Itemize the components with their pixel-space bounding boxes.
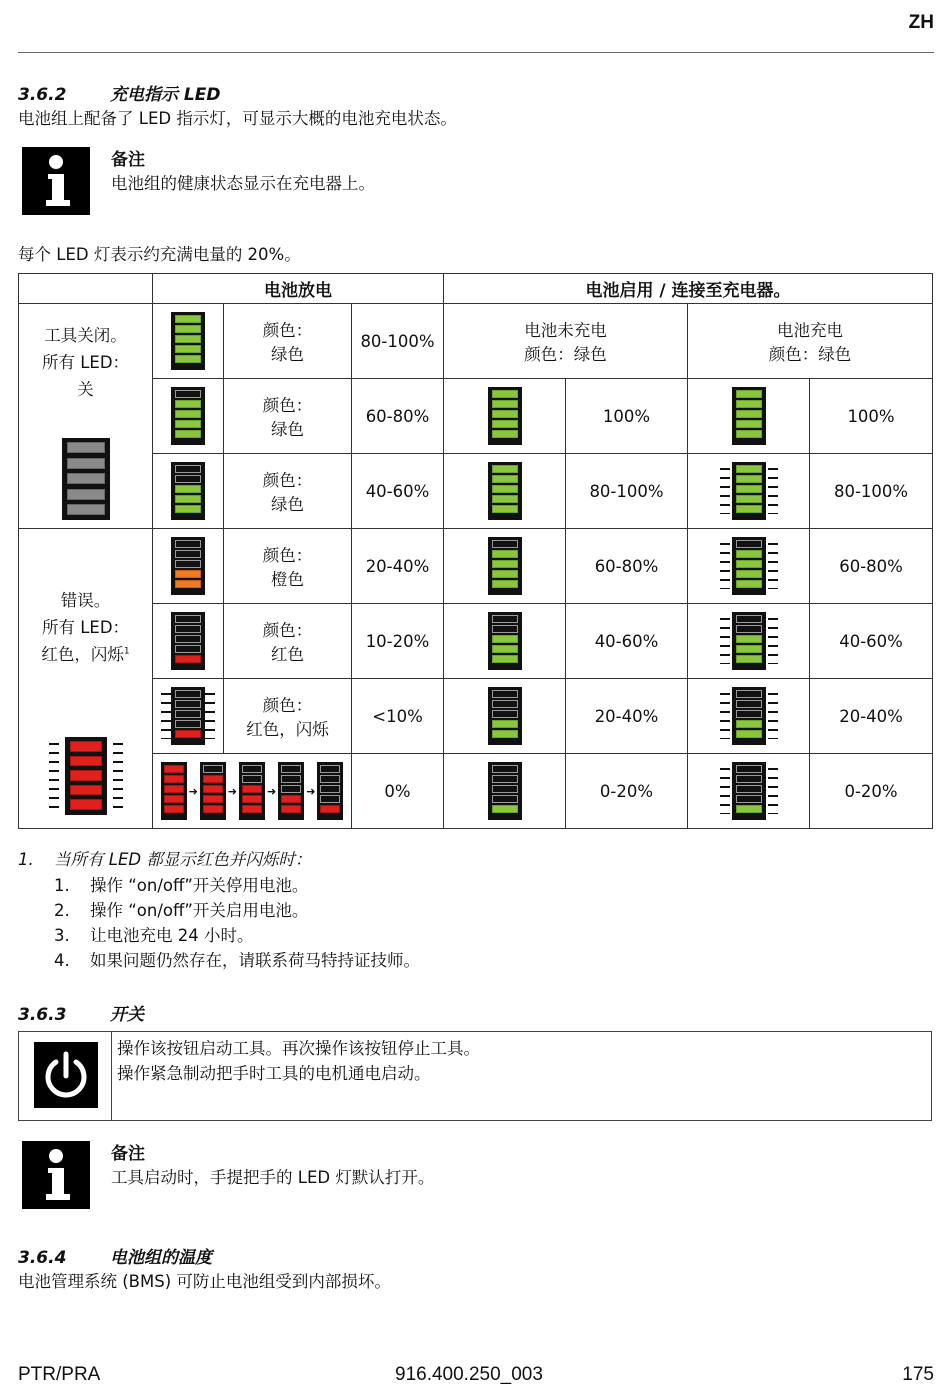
battery-3-green-icon [488,612,522,670]
section-number: 3.6.3 [18,1005,67,1025]
color-value: 橙色 [271,570,304,589]
led-percent-text: 每个 LED 灯表示约充满电量的 20%。 [18,245,301,264]
charging-range: 40-60% [810,604,933,679]
tool-off-line-1: 工具关闭。 [44,326,127,345]
color-value: 红色 [271,645,304,664]
switch-line-2: 操作紧急制动把手时工具的电机通电启动。 [117,1064,431,1083]
arrow-icon: ➜ [306,784,316,798]
battery-seq-1-icon [161,762,187,820]
range-cell: 0% [352,754,444,829]
color-cell [224,304,352,379]
error-line-2: 所有 LED： [41,618,130,637]
not-charging-range: 80-100% [566,454,688,529]
info-icon [22,1141,90,1209]
error-cell [19,529,153,829]
battery-seq-2-icon [200,762,226,820]
battery-charging-blink-icon [732,537,766,595]
battery-4-green-icon [488,537,522,595]
battery-1-green-icon [488,762,522,820]
section-title: 电池组的温度 [110,1248,212,1268]
battery-charging-blink-icon [732,762,766,820]
arrow-icon: ➜ [267,784,277,798]
section-number: 3.6.2 [18,85,67,105]
step-number: 1. [54,876,70,895]
note-heading: 备注 [111,1144,145,1164]
info-icon [22,147,90,215]
footnote-lead-text: 当所有 LED 都显示红色并闪烁时： [54,850,312,869]
step-number: 4. [54,951,70,970]
sequence-cell [153,754,352,829]
section-title: 充电指示 LED [110,85,221,105]
footnote-step [54,897,308,921]
color-label: 颜色： [262,696,313,715]
header-enabled: 电池启用 / 连接至充电器。 [444,274,933,304]
charging-range: 0-20% [810,754,933,829]
not-charging-range: 40-60% [566,604,688,679]
table-corner [19,274,153,304]
range-cell: 20-40% [352,529,444,604]
footer-product: PTR/PRA [18,1364,101,1385]
switch-icon-cell [19,1032,112,1120]
intro-text: 电池组上配备了 LED 指示灯，可显示大概的电池充电状态。 [18,109,457,128]
battery-sequence [153,762,351,820]
section-heading-3-6-3 [18,1000,144,1025]
battery-seq-3-icon [239,762,265,820]
battery-1-red-icon [171,612,205,670]
language-code: ZH [908,12,934,33]
section-title: 开关 [110,1005,144,1025]
footnote-step [54,922,254,946]
footnote-marker: 1. [18,850,34,869]
section-heading-3-6-2 [18,80,220,105]
not-charging-color: 颜色：绿色 [524,345,607,364]
not-charging-range: 60-80% [566,529,688,604]
charging-range: 20-40% [810,679,933,754]
step-text: 操作 “on/off”开关启用电池。 [90,901,309,920]
tool-off-line-2: 所有 LED： [41,353,130,372]
range-cell: <10% [352,679,444,754]
color-value: 红色，闪烁 [246,720,329,739]
tool-off-cell [19,304,153,529]
not-charging-label: 电池未充电 [524,321,607,340]
note-heading: 备注 [111,150,145,170]
charging-label: 电池充电 [777,321,844,340]
footnote-step [54,947,420,971]
battery-seq-5-icon [317,762,343,820]
note-text: 电池组的健康状态显示在充电器上。 [111,174,375,193]
color-value: 绿色 [271,495,304,514]
battery-5-green-icon [732,387,766,445]
color-label: 颜色： [262,621,313,640]
led-cell [153,304,224,379]
bms-text: 电池管理系统 (BMS) 可防止电池组受到内部损坏。 [18,1272,391,1291]
tool-off-line-3: 关 [77,380,94,399]
battery-red-blink-icon [171,687,205,745]
range-cell: 10-20% [352,604,444,679]
switch-box [18,1031,932,1121]
battery-5-green-icon [488,462,522,520]
battery-5-green-icon [488,387,522,445]
footnote-step [54,872,308,896]
battery-charging-blink-icon [732,687,766,745]
charging-range: 80-100% [810,454,933,529]
range-cell: 80-100% [352,304,444,379]
color-label: 颜色： [262,396,313,415]
not-charging-range: 100% [566,379,688,454]
range-cell: 60-80% [352,379,444,454]
battery-5-green-icon [171,312,205,370]
battery-4-green-icon [171,387,205,445]
color-label: 颜色： [262,471,313,490]
charging-range: 60-80% [810,529,933,604]
battery-error-blink-icon [65,737,107,815]
switch-line-1: 操作该按钮启动工具。再次操作该按钮停止工具。 [117,1039,480,1058]
power-icon [34,1042,98,1108]
charging-header [688,304,933,379]
color-value: 绿色 [271,345,304,364]
error-line-1: 错误。 [60,591,111,610]
arrow-icon: ➜ [188,784,198,798]
step-text: 如果问题仍然存在，请联系荷马特持证技师。 [90,951,420,970]
charging-range: 100% [810,379,933,454]
color-value: 绿色 [271,420,304,439]
battery-2-green-icon [488,687,522,745]
color-label: 颜色： [262,321,313,340]
battery-charging-blink-icon [732,612,766,670]
battery-off-icon [62,438,110,520]
step-text: 让电池充电 24 小时。 [90,926,254,945]
battery-3-green-icon [171,462,205,520]
charging-color: 颜色：绿色 [768,345,852,364]
footnote-ref: 1 [123,646,130,657]
range-cell: 40-60% [352,454,444,529]
footnote-lead [18,846,311,870]
error-line-3: 红色，闪烁 [41,645,124,664]
header-rule [18,52,934,53]
led-status-table [18,273,933,829]
color-label: 颜色： [262,546,313,565]
not-charging-header [444,304,688,379]
not-charging-range: 20-40% [566,679,688,754]
footer-doc-number: 916.400.250_003 [395,1364,543,1385]
battery-charging-blink-icon [732,462,766,520]
step-number: 3. [54,926,70,945]
page-number: 175 [902,1364,934,1385]
step-text: 操作 “on/off”开关停用电池。 [90,876,309,895]
section-heading-3-6-4 [18,1243,212,1268]
battery-2-orange-icon [171,537,205,595]
battery-seq-4-icon [278,762,304,820]
arrow-icon: ➜ [227,784,237,798]
step-number: 2. [54,901,70,920]
header-discharge: 电池放电 [153,274,444,304]
note-text: 工具启动时，手提把手的 LED 灯默认打开。 [111,1168,435,1187]
not-charging-range: 0-20% [566,754,688,829]
section-number: 3.6.4 [18,1248,67,1268]
